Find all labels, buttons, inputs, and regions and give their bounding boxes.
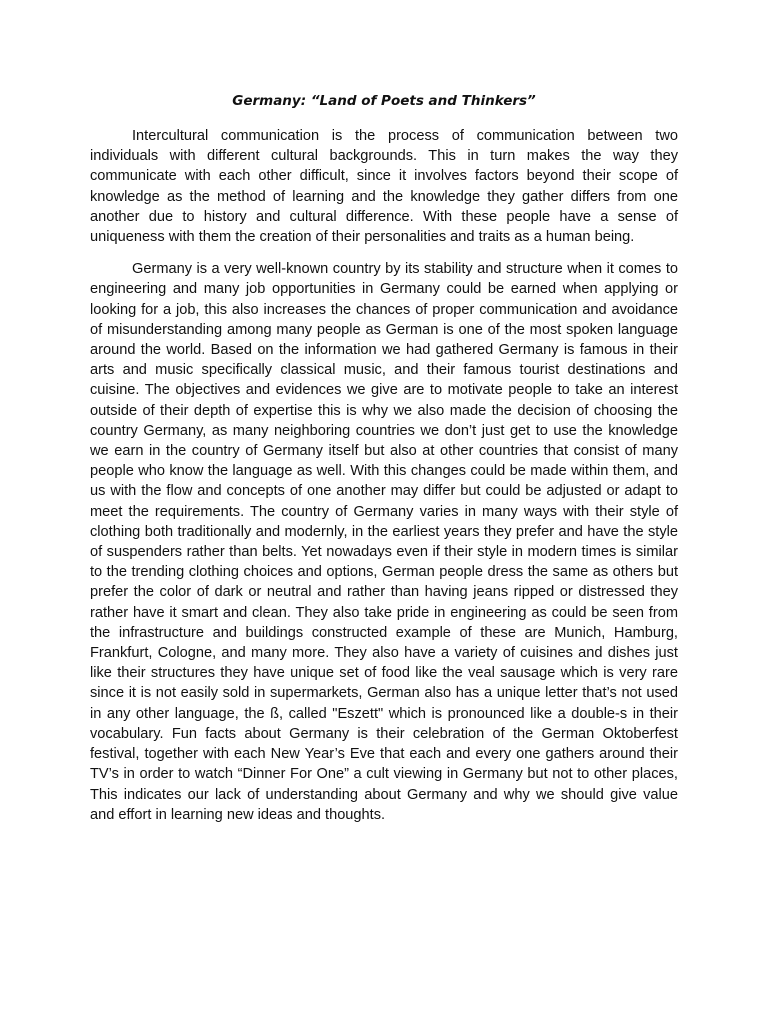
paragraph-germany-overview: Germany is a very well-known country by its stability and structure when it comes to engineering and many job opportunities in Germany could be earned when applying or looking for a job, this also increases the chances of proper communication and avoidance of misunderstanding among many people as German is one of the most spoken language around the world. Based on the information we had gathered Germany is famous in their arts and music specifically classical music, and their famous tourist destinations and cuisine. The objectives and evidences we give are to motivate people to take an interest outside of their depth of expertise this is why we also made the decision of choosing the country Germany, as many neighboring countries we don’t just get to use the knowledge we earn in the country of Germany itself but also at other countries that consist of many people who know the language as well. With this changes could be made within them, and us with the flow and concepts of one another may differ but could be adjusted or adapt to meet the requirements. The country of Germany varies in many ways with their style of clothing both traditionally and modernly, in the earliest years they prefer and have the style of suspenders rather than belts. Yet nowadays even if their style in modern times is similar to the trending clothing choices and options, German people dress the same as others but prefer the color of dark or neutral and rather than having jeans ripped or distressed they rather have it smart and clean. They also take pride in engineering as could be seen from the infrastructure and buildings constructed example of these are Munich, Hamburg, Frankfurt, Cologne, and many more. They also have a variety of cuisines and dishes just like their structures they have unique set of food like the veal sausage which is very rare since it is not easily sold in supermarkets, German also has a unique letter that’s not used in any other language, the ß, called "Eszett" which is pronounced like a double-s in their vocabulary. Fun facts about Germany is their celebration of the German Oktoberfest festival, together with each New Year’s Eve that each and every one gathers around their TV’s in order to watch “Dinner For One” a cult viewing in Germany but not to other places, This indicates our lack of understanding about Germany and why we should give value and effort in learning new ideas and thoughts. [90,261,678,823]
document-body [90,126,678,837]
document-title: Germany: “Land of Poets and Thinkers” [232,93,536,109]
paragraph-intercultural-communication: Intercultural communication is the process of communication between two individuals with different cultural backgrounds. This in turn makes the way they communicate with each other difficult, since it involves factors beyond their scope of knowledge as the method of learning and the knowledge they gather differs from one another due to history and cultural difference. With these people have a sense of uniqueness with them the creation of their personalities and traits as a human being. [90,128,678,246]
